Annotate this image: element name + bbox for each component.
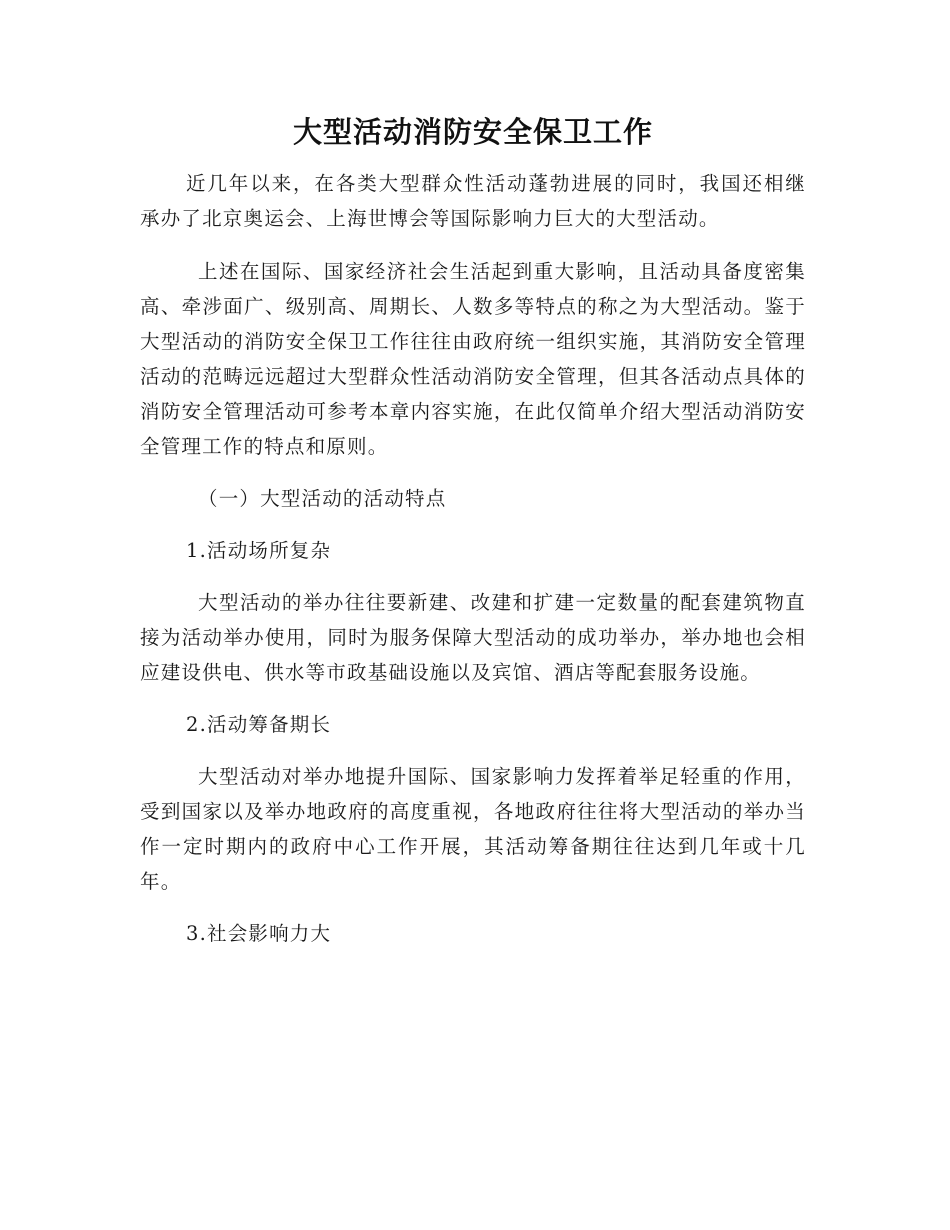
document-page	[140, 112, 806, 951]
item-body-2: 大型活动对举办地提升国际、国家影响力发挥着举足轻重的作用，受到国家以及举办地政府的高度重视，各地政府往往将大型活动的举办当作一定时期内的政府中心工作开展，其活动筹备期往往达到几年或十几年。	[140, 765, 806, 893]
section-heading: （一）大型活动的活动特点	[198, 487, 447, 510]
item-heading-3: 3.社会影响力大	[186, 922, 332, 945]
overview-paragraph: 上述在国际、国家经济社会生活起到重大影响，且活动具备度密集高、牵涉面广、级别高、周期长、人数多等特点的称之为大型活动。鉴于大型活动的消防安全保卫工作往往由政府统一组织实施，其消防安全管理活动的范畴远远超过大型群众性活动消防安全管理，但其各活动点具体的消防安全管理活动可参考本章内容实施，在此仅简单介绍大型活动消防安全管理工作的特点和原则。	[140, 260, 806, 458]
item-heading-1: 1.活动场所复杂	[186, 539, 332, 562]
document-title: 大型活动消防安全保卫工作	[292, 115, 653, 149]
intro-paragraph: 近几年以来，在各类大型群众性活动蓬勃进展的同时，我国还相继承办了北京奥运会、上海世博会等国际影响力巨大的大型活动。	[140, 172, 806, 230]
item-heading-2: 2.活动筹备期长	[186, 713, 332, 736]
item-body-1: 大型活动的举办往往要新建、改建和扩建一定数量的配套建筑物直接为活动举办使用，同时为服务保障大型活动的成功举办，举办地也会相应建设供电、供水等市政基础设施以及宾馆、酒店等配套服务设施。	[140, 591, 806, 684]
